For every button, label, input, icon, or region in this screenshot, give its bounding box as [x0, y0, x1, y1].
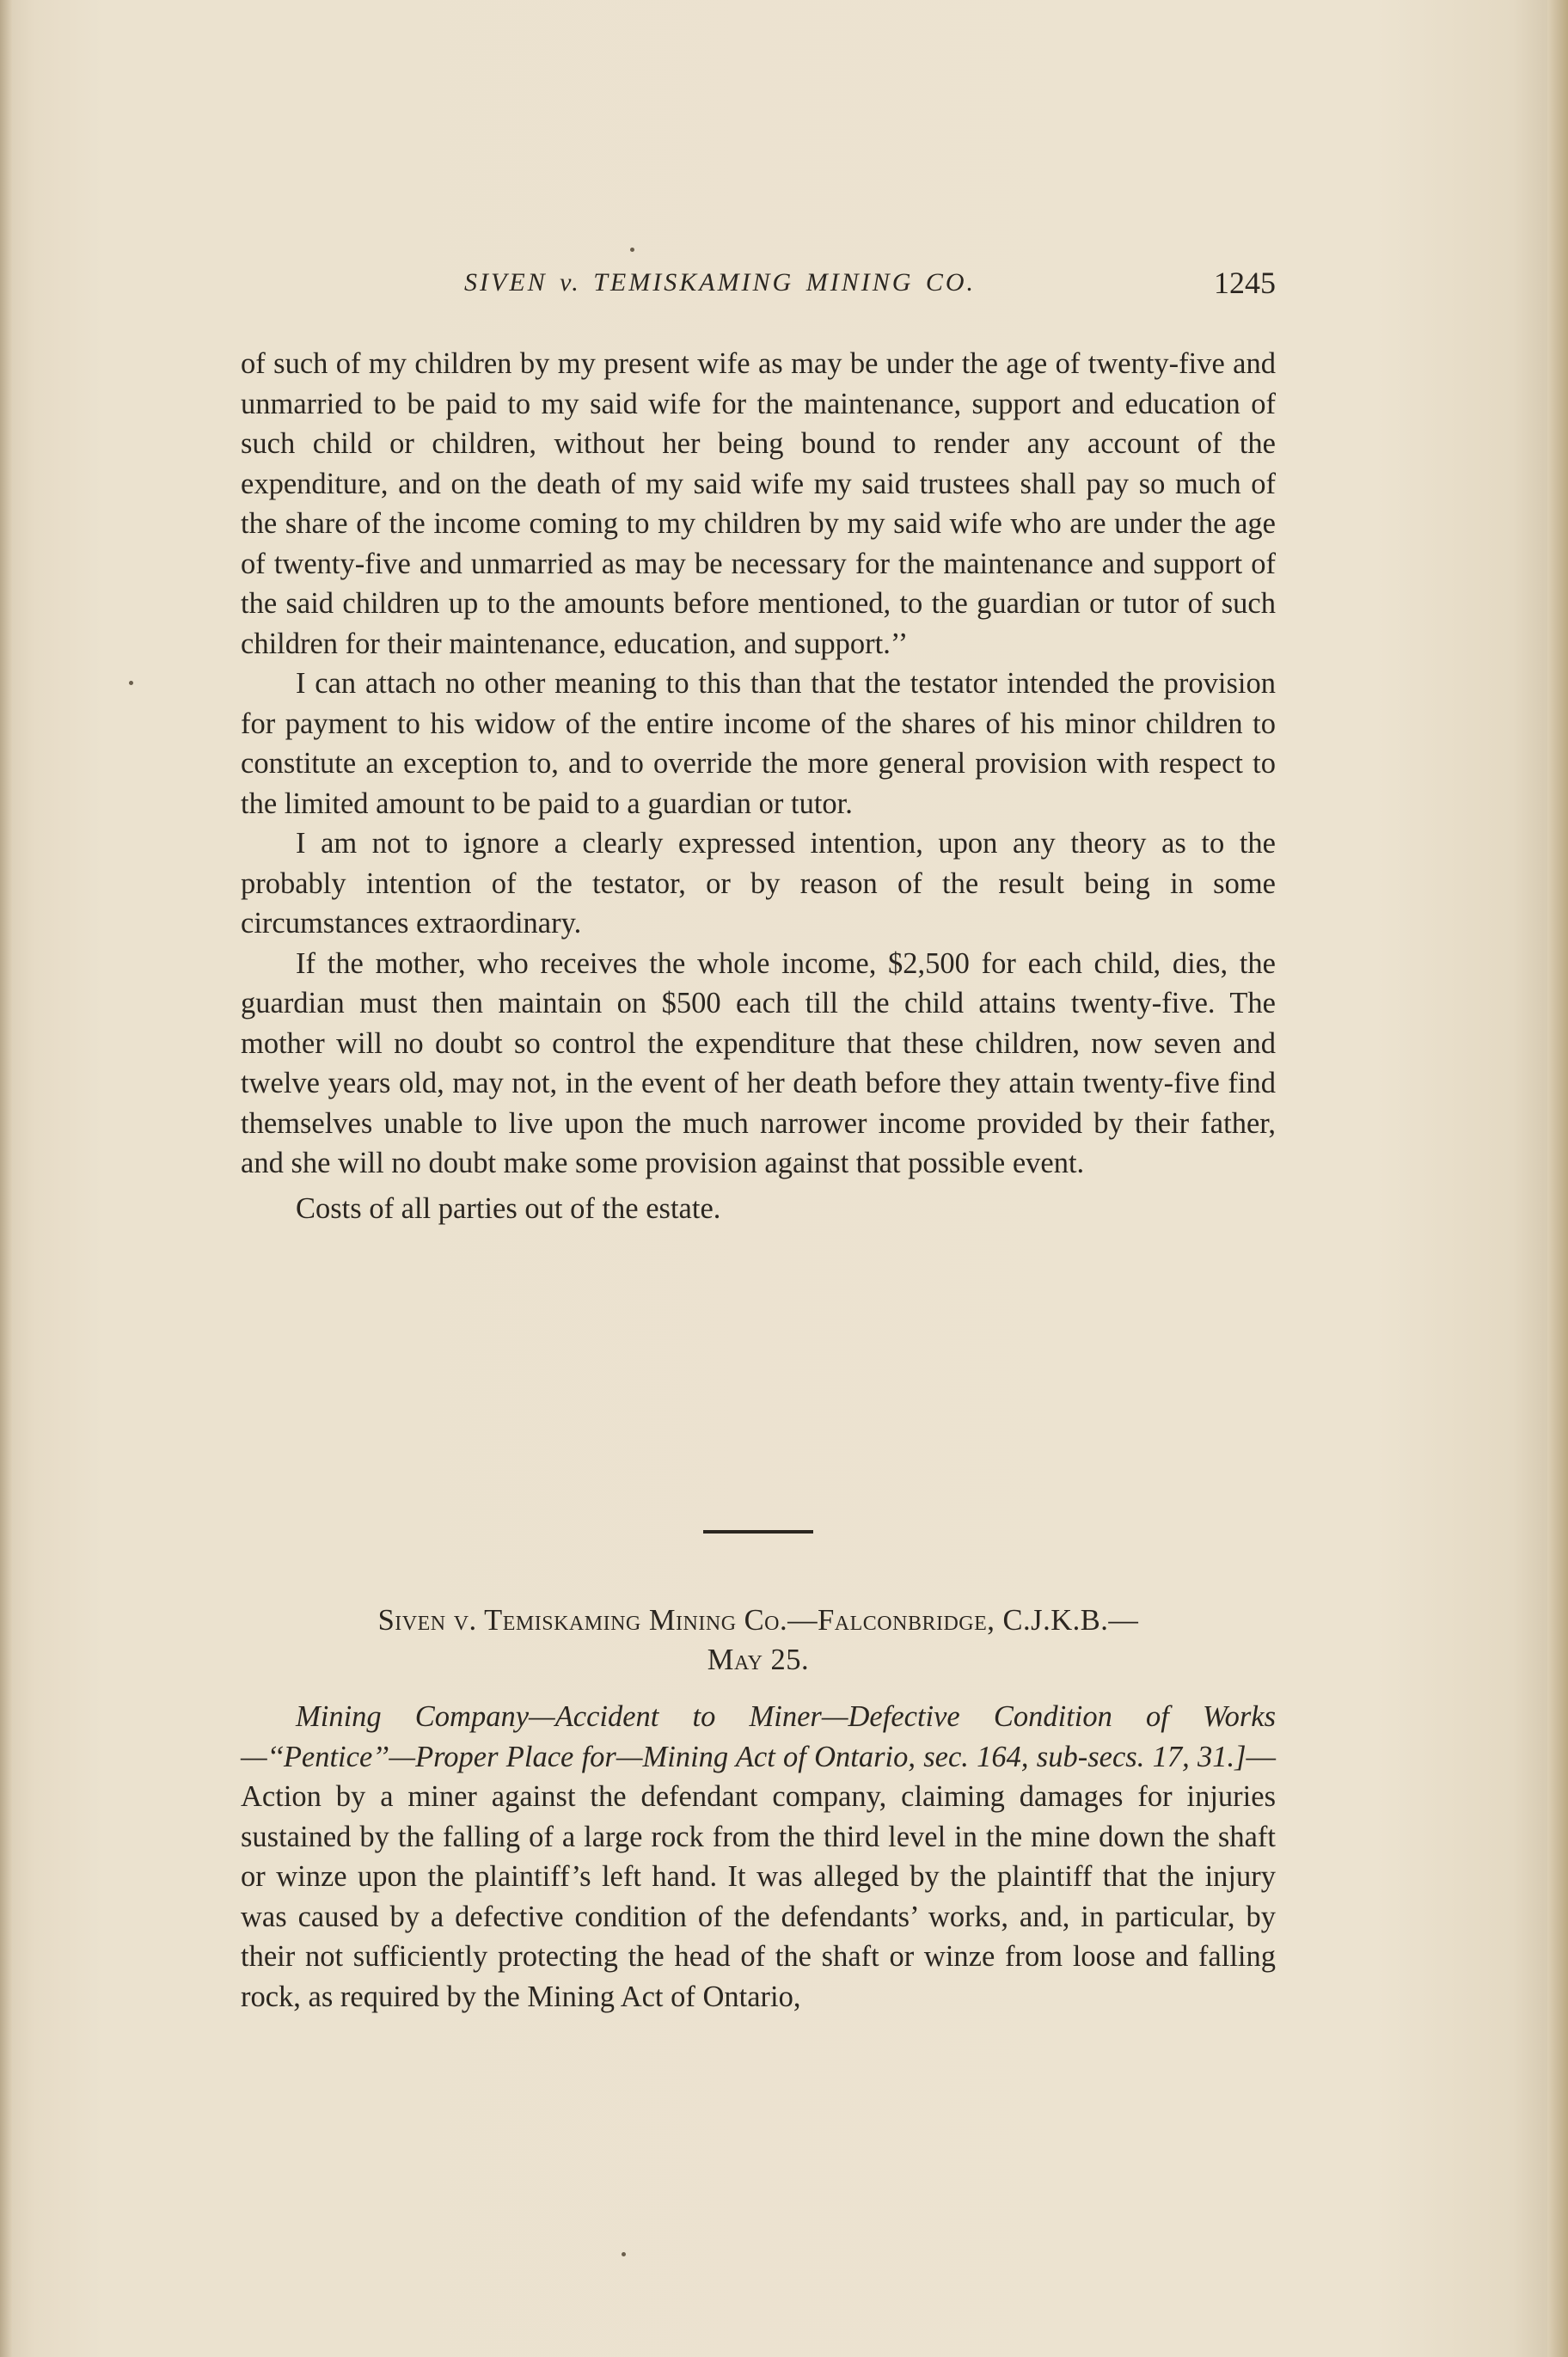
ink-speck — [129, 681, 133, 685]
section-divider — [703, 1530, 813, 1534]
case-heading — [241, 1601, 1276, 1680]
ink-speck — [622, 2252, 626, 2256]
ink-speck — [630, 248, 634, 252]
headnote — [241, 1697, 1276, 2017]
judgment-text — [241, 344, 1276, 1228]
paragraph: I can attach no other meaning to this than that the testator intended the provision for payment to his widow of the entire income of the shares of his minor children to constitute an exception to, and to override the more general provision with respect to the limited amount to be paid to a guardian or tutor. — [241, 667, 1276, 820]
case-heading-title: Siven v. Temiskaming Mining Co.—Falconbridge, C.J.K.B.— — [377, 1604, 1139, 1637]
paragraph: I am not to ignore a clearly expressed intention, upon any theory as to the probably intention of the testator, or by reason of the result being in some circumstances extraordinary. — [241, 827, 1276, 940]
running-head — [241, 268, 1276, 311]
case-heading-date: May 25. — [707, 1644, 810, 1676]
headnote-text: —Action by a miner against the defendant company, claiming damages for injuries sustained by the falling of a large rock from the third level in the mine down the shaft or winze upon the plaintiff’s left hand. It was alleged by the plaintiff that the injury was caused by a defective condition of the defendants’ works, and, in particular, by their not sufficiently protecting the head of the shaft or winze from loose and falling rock, as required by the Mining Act of Ontario, — [241, 1740, 1276, 2013]
page-right-edge — [1547, 0, 1568, 2357]
headnote-catchwords: Mining Company—Accident to Miner—Defective Condition of Works—‘‘Pentice’’—Proper Place for—Mining Act of Ontario, sec. 164, sub-secs. 17, 31.] — [241, 1700, 1276, 1773]
paragraph: If the mother, who receives the whole income, $2,500 for each child, dies, the guardian must then maintain on $500 each till the child attains twenty-five. The mother will no doubt so control the expenditure that these children, now seven and twelve years old, may not, in the event of her death before they attain twenty-five find themselves unable to live upon the much narrower income provided by their father, and she will no doubt make some provision against that possible event. — [241, 946, 1276, 1179]
paragraph: Costs of all parties out of the estate. — [296, 1191, 721, 1225]
headnote-paragraph — [241, 1697, 1276, 2017]
page-number: 1245 — [1214, 266, 1276, 300]
paragraph: of such of my children by my present wife as may be under the age of twenty-five and unmarried to be paid to my said wife for the maintenance, support and education of such child or children, without her being bound to render any account of the expenditure, and on the death of my said wife my said trustees shall pay so much of the share of the income coming to my children by my said wife who are under the age of twenty-five and unmarried as may be necessary for the maintenance and support of the said children up to the amounts before mentioned, to the guardian or tutor of such children for their maintenance, education, and support.’’ — [241, 347, 1276, 660]
page-left-edge — [0, 0, 12, 2357]
running-title: SIVEN v. TEMISKAMING MINING CO. — [464, 268, 977, 297]
